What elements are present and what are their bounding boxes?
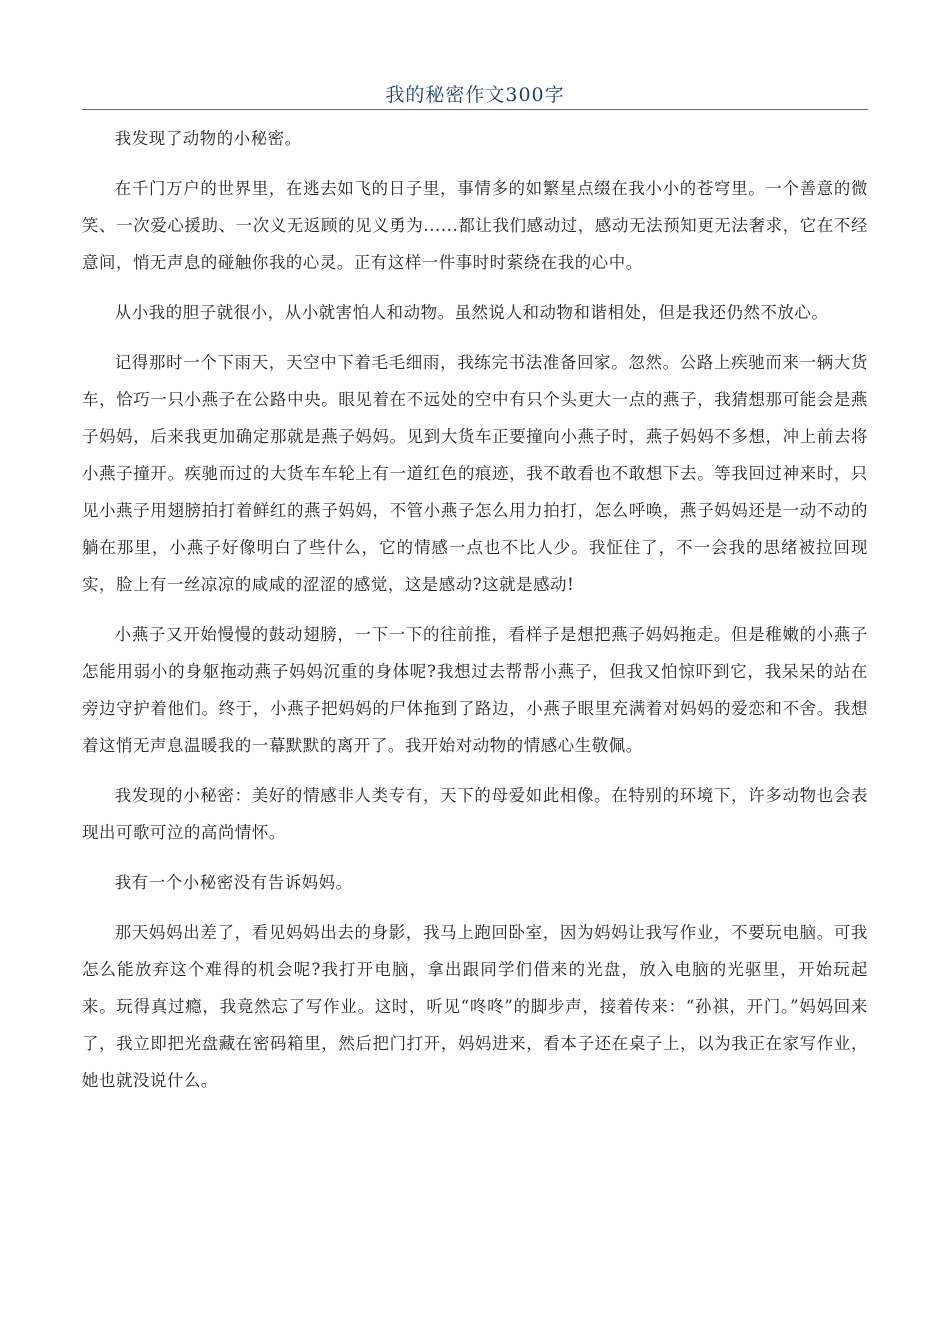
paragraph-1: 我发现了动物的小秘密。 [114, 129, 302, 148]
paragraph-3: 从小我的胆子就很小，从小就害怕人和动物。虽然说人和动物和谐相处，但是我还仍然不放心。 [114, 303, 829, 322]
paragraph-6: 我发现的小秘密：美好的情感非人类专有，天下的母爱如此相像。在特别的环境下，许多动物也会表现出可歌可泣的高尚情怀。 [82, 786, 868, 842]
paragraph-8: 那天妈妈出差了，看见妈妈出去的身影，我马上跑回卧室，因为妈妈让我写作业，不要玩电脑。可我怎么能放弃这个难得的机会呢?我打开电脑，拿出跟同学们借来的光盘，放入电脑的光驱里，开始玩起来。玩得真过瘾，我竟然忘了写作业。这时，听见“咚咚”的脚步声，接着传来：“孙祺，开门。”妈妈回来了，我立即把光盘藏在密码箱里，然后把门打开，妈妈进来，看本子还在桌子上，以为我正在家写作业，她也就没说什么。 [82, 923, 868, 1090]
document-body [82, 120, 868, 1112]
paragraph-4: 记得那时一个下雨天，天空中下着毛毛细雨，我练完书法准备回家。忽然。公路上疾驰而来一辆大货车，恰巧一只小燕子在公路中央。眼见着在不远处的空中有只个头更大一点的燕子，我猜想那可能会是燕子妈妈，后来我更加确定那就是燕子妈妈。见到大货车正要撞向小燕子时，燕子妈妈不多想，冲上前去将小燕子撞开。疾驰而过的大货车车轮上有一道红色的痕迹，我不敢看也不敢想下去。等我回过神来时，只见小燕子用翅膀拍打着鲜红的燕子妈妈，不管小燕子怎么用力拍打，怎么呼唤，燕子妈妈还是一动不动的躺在那里，小燕子好像明白了些什么，它的情感一点也不比人少。我怔住了，不一会我的思绪被拉回现实，脸上有一丝凉凉的咸咸的涩涩的感觉，这是感动?这就是感动! [82, 353, 868, 594]
paragraph-5: 小燕子又开始慢慢的鼓动翅膀，一下一下的往前推，看样子是想把燕子妈妈拖走。但是稚嫩的小燕子怎能用弱小的身躯拖动燕子妈妈沉重的身体呢?我想过去帮帮小燕子，但我又怕惊吓到它，我呆呆的站在旁边守护着他们。终于，小燕子把妈妈的尸体拖到了路边，小燕子眼里充满着对妈妈的爱恋和不舍。我想着这悄无声息温暖我的一幕默默的离开了。我开始对动物的情感心生敬佩。 [82, 625, 868, 755]
paragraph-7: 我有一个小秘密没有告诉妈妈。 [114, 873, 353, 892]
document-title: 我的秘密作文300字 [385, 84, 565, 106]
paragraph-2: 在千门万户的世界里，在逃去如飞的日子里，事情多的如繁星点缀在我小小的苍穹里。一个善意的微笑、一次爱心援助、一次义无返顾的见义勇为......都让我们感动过，感动无法预知更无法奢求，它在不经意间，悄无声息的碰触你我的心灵。正有这样一件事时时萦绕在我的心中。 [82, 179, 868, 272]
title-underline [82, 109, 868, 110]
